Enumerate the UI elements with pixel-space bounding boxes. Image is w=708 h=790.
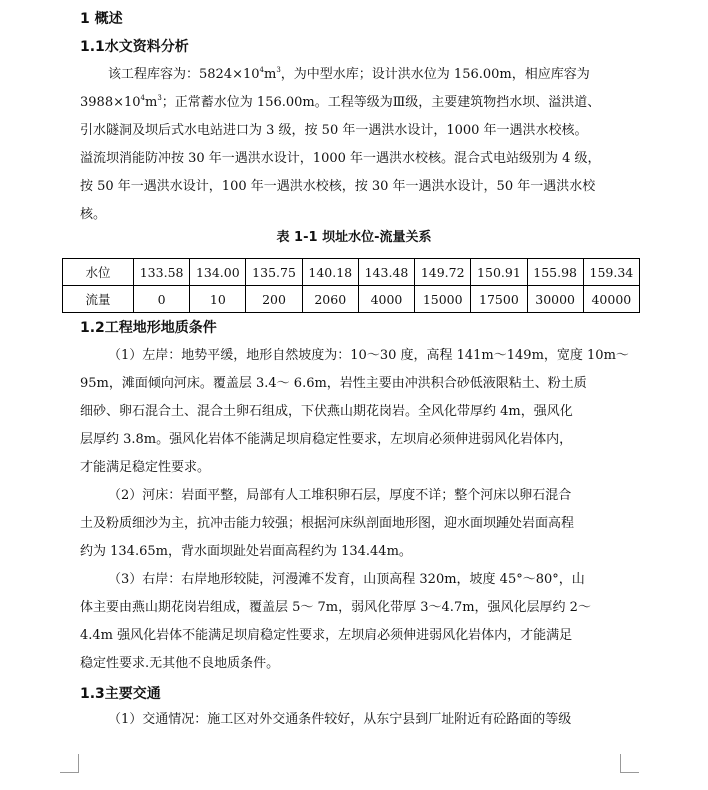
table-cell: 135.75 (246, 259, 302, 286)
paragraph-line: 溢流坝消能防冲按 30 年一遇洪水设计，1000 年一遇洪水校核。混合式电站级别为 4 级， (80, 151, 601, 166)
table-cell: 134.00 (190, 259, 246, 286)
table-cell: 30000 (527, 286, 583, 313)
table-cell: 140.18 (302, 259, 358, 286)
table-cell: 143.48 (358, 259, 414, 286)
paragraph-line: 体主要由燕山期花岗岩组成，覆盖层 5～ 7m，弱风化带厚 3～4.7m，强风化层厚约 2～ (80, 600, 591, 615)
table-caption: 表 1-1 坝址水位-流量关系 (276, 230, 432, 245)
table-row-water-level (63, 259, 640, 286)
section-heading-1-1: 1.1水文资料分析 (80, 39, 189, 55)
paragraph-line: （2）河床：岩面平整，局部有人工堆积卵石层，厚度不详；整个河床以卵石混合 (108, 488, 572, 503)
table-row-flow (63, 286, 640, 313)
table-cell: 15000 (415, 286, 471, 313)
paragraph-line: 该工程库容为：$5824\times 10^4m^3$，为中型水库；设计洪水位为 156.00m，相应库容为 (108, 66, 590, 82)
paragraph-line: 按 50 年一遇洪水设计，100 年一遇洪水校核，按 30 年一遇洪水设计，50 年一遇洪水校 (80, 179, 596, 194)
table-cell: 150.91 (471, 259, 527, 286)
paragraph-line: （1）左岸：地势平缓，地形自然坡度为：10～30 度，高程 141m～149m，宽度 10m～ (108, 348, 629, 363)
paragraph-line: 细砂、卵石混合土、混合土卵石组成，下伏燕山期花岗岩。全风化带厚约 4m，强风化 (80, 404, 573, 419)
paragraph-line: 4.4m 强风化岩体不能满足坝肩稳定性要求，左坝肩必须伸进弱风化岩体内，才能满足 (80, 628, 573, 643)
paragraph-line: 才能满足稳定性要求。 (80, 460, 211, 475)
paragraph-line: 约为 134.65m，背水面坝趾处岩面高程约为 134.44m。 (80, 544, 412, 559)
table-cell: 4000 (358, 286, 414, 313)
row-header-water-level: 水位 (63, 259, 134, 286)
page-corner-marker (60, 754, 79, 773)
paragraph-line: 土及粉质细沙为主，抗冲击能力较强；根据河床纵剖面地形图，迎水面坝踵处岩面高程 (80, 516, 575, 531)
table-cell: 200 (246, 286, 302, 313)
table-cell: 40000 (583, 286, 639, 313)
paragraph-line: 核。 (80, 207, 107, 222)
page-corner-marker (620, 754, 639, 773)
section-heading-1-2: 1.2工程地形地质条件 (80, 320, 217, 336)
water-level-flow-table (62, 258, 640, 313)
table-cell: 149.72 (415, 259, 471, 286)
table-cell: 17500 (471, 286, 527, 313)
table-cell: 0 (134, 286, 190, 313)
paragraph-line: （3）右岸：右岸地形较陡，河漫滩不发育，山顶高程 320m，坡度 45°～80°，山 (108, 572, 585, 587)
table-cell: 10 (190, 286, 246, 313)
paragraph-line: 稳定性要求.无其他不良地质条件。 (80, 656, 280, 671)
paragraph-line: （1）交通情况：施工区对外交通条件较好，从东宁县到厂址附近有砼路面的等级 (108, 712, 572, 727)
table-cell: 2060 (302, 286, 358, 313)
table-cell: 155.98 (527, 259, 583, 286)
chapter-heading: 1 概述 (80, 11, 123, 27)
paragraph-line: 95m，滩面倾向河床。覆盖层 3.4～ 6.6m，岩性主要由冲洪积合砂低液限粘土、粉土质 (80, 376, 587, 391)
paragraph-line: $3988\times 10^4m^3$；正常蓄水位为 156.00m。工程等级为Ⅲ级，主要建筑物挡水坝、溢洪道、 (80, 94, 601, 110)
table-cell: 133.58 (134, 259, 190, 286)
paragraph-line: 引水隧洞及坝后式水电站进口为 3 级，按 50 年一遇洪水设计，1000 年一遇洪水校核。 (80, 123, 588, 138)
table-cell: 159.34 (583, 259, 639, 286)
row-header-flow: 流量 (63, 286, 134, 313)
paragraph-line: 层厚约 3.8m。强风化岩体不能满足坝肩稳定性要求，左坝肩必须伸进弱风化岩体内， (80, 432, 573, 447)
section-heading-1-3: 1.3主要交通 (80, 686, 161, 702)
